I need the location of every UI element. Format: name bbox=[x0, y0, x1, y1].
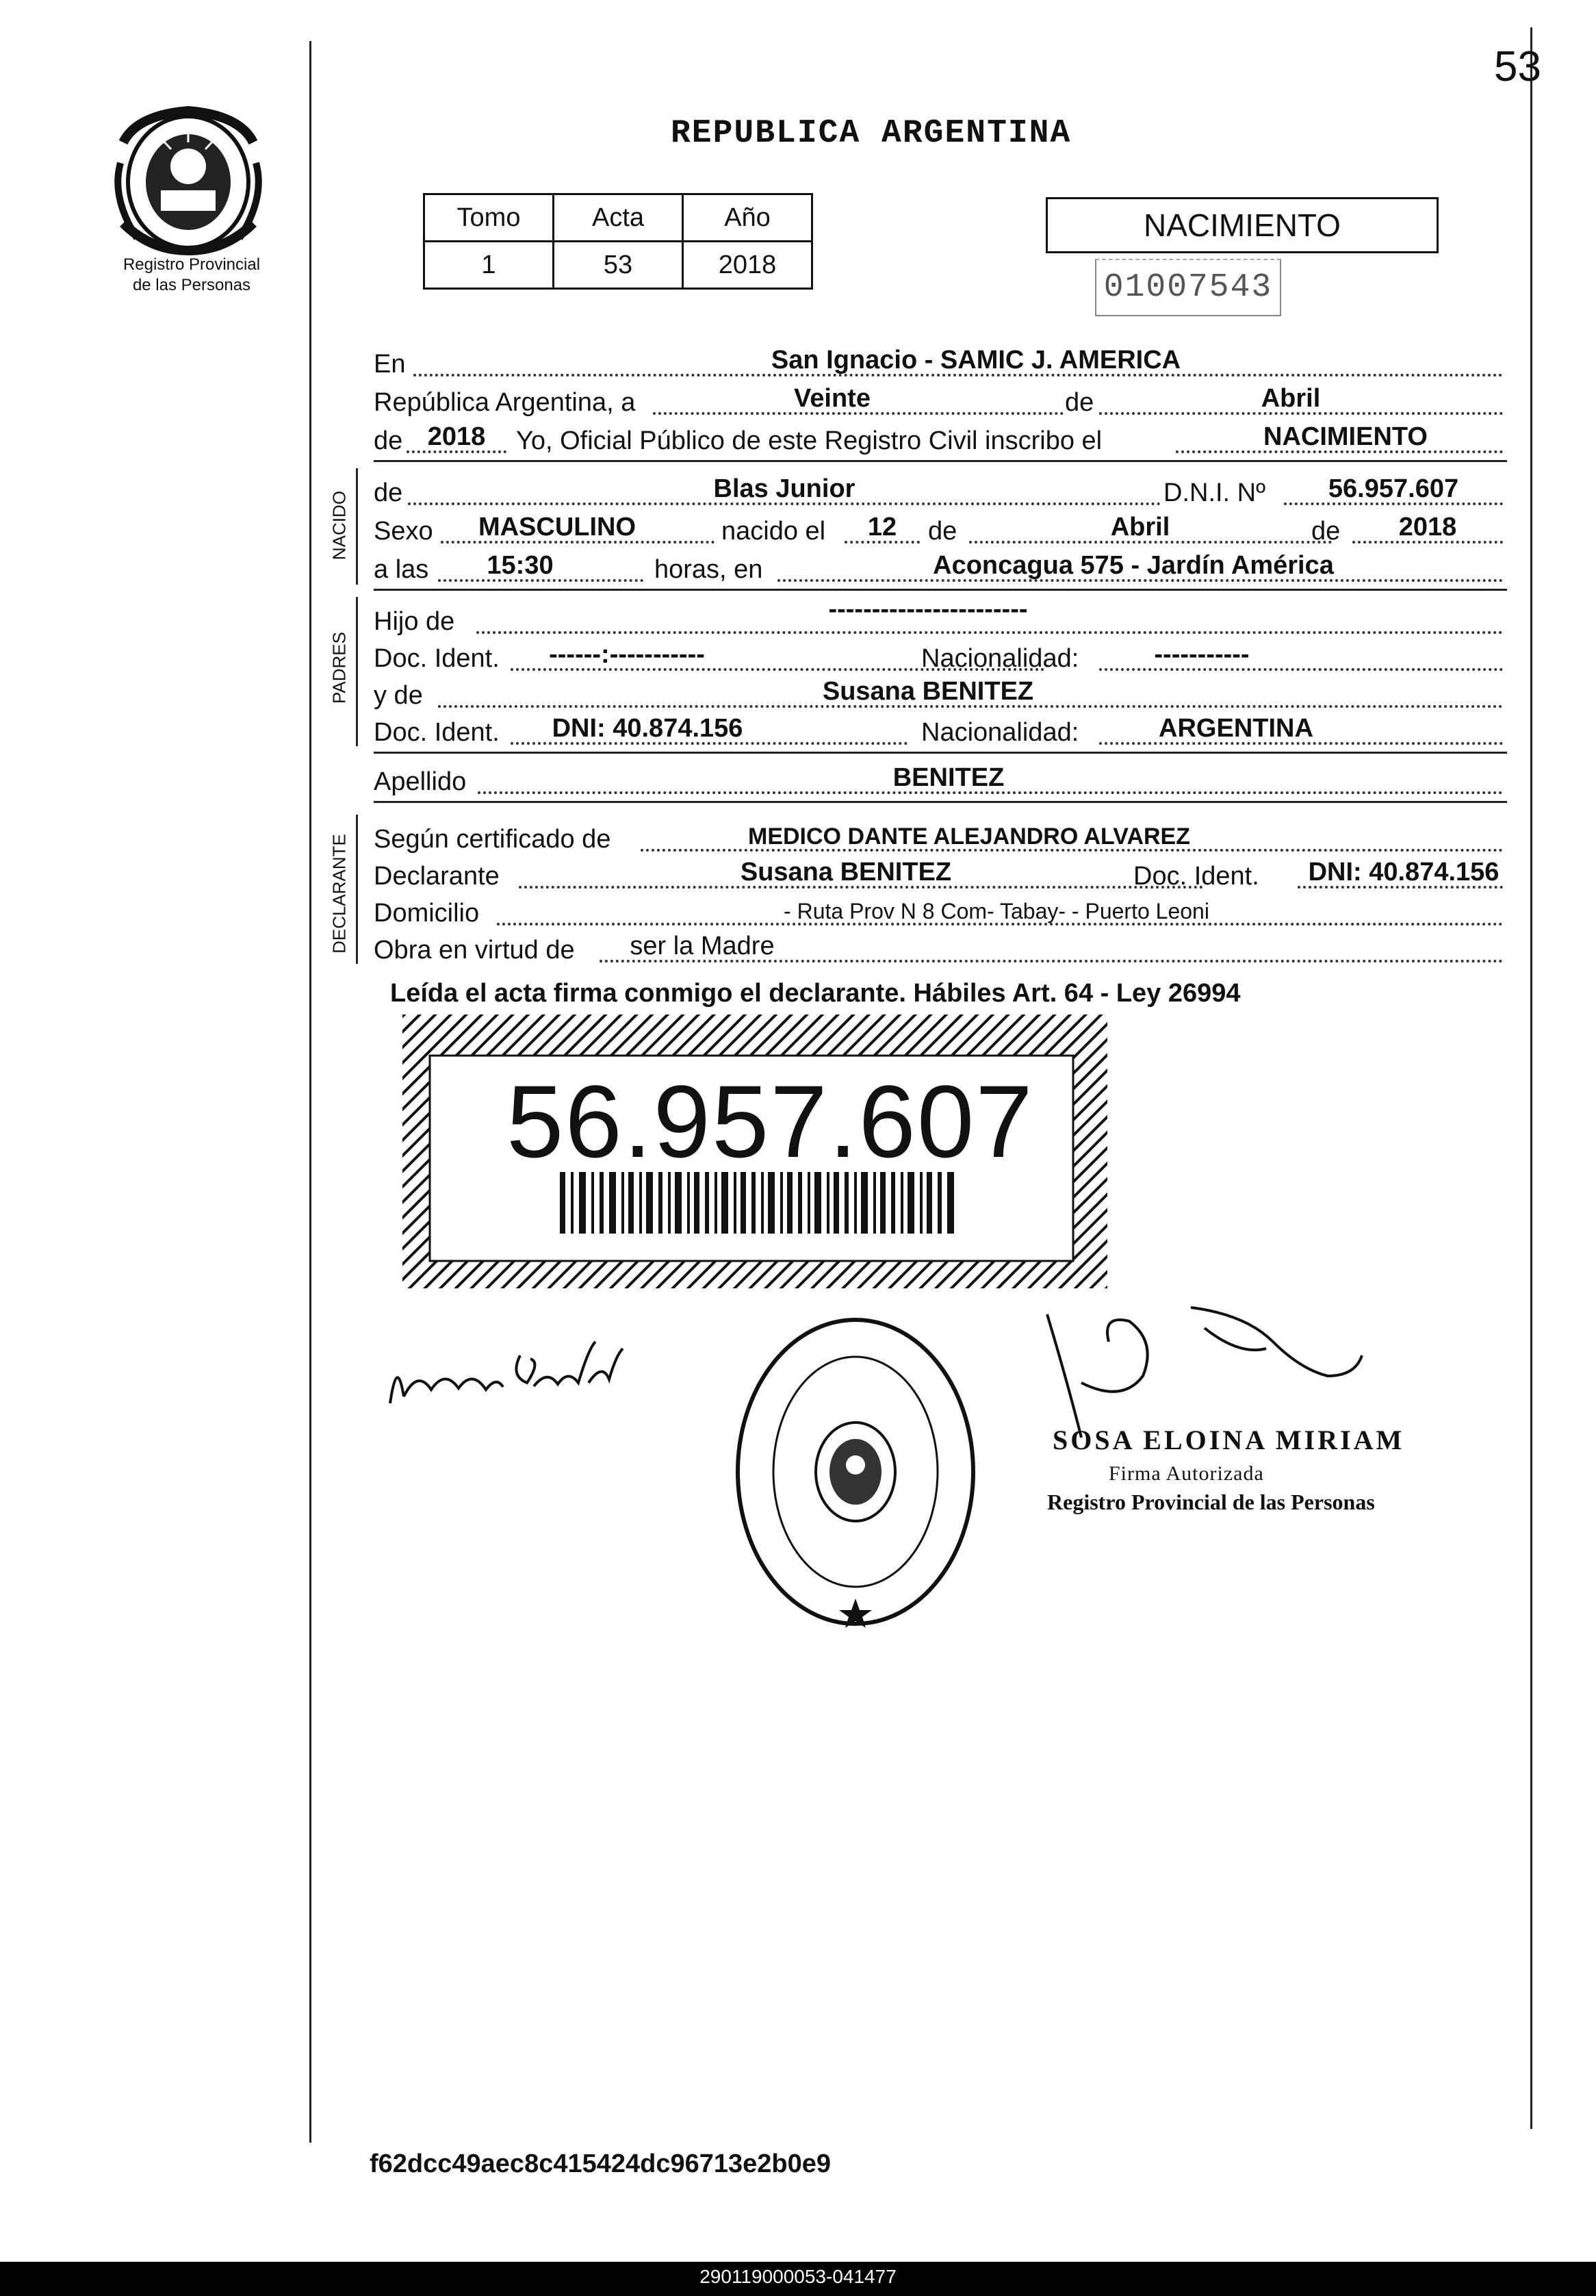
horas-en-label: horas, en bbox=[654, 555, 763, 584]
row-hijo-de bbox=[374, 595, 1503, 638]
anio-value: 2018 bbox=[683, 242, 812, 289]
authorized-name: SOSA ELOINA MIRIAM bbox=[1053, 1425, 1405, 1455]
madre-doc-label: Doc. Ident. bbox=[374, 718, 500, 747]
republica-label: República Argentina, a bbox=[374, 388, 636, 417]
row-madre-doc bbox=[374, 712, 1503, 749]
domicilio-value: - Ruta Prov N 8 Com- Tabay- - Puerto Leoni bbox=[784, 899, 1209, 923]
padre-nac-label: Nacionalidad: bbox=[921, 644, 1079, 673]
nombre-value: Blas Junior bbox=[713, 474, 855, 503]
lugar-value: Aconcagua 575 - Jardín América bbox=[933, 551, 1334, 580]
y-de-label: y de bbox=[374, 681, 423, 710]
row-declarante bbox=[374, 856, 1503, 893]
nacido-el-label: nacido el bbox=[721, 517, 826, 546]
row-padre-doc bbox=[374, 638, 1503, 675]
padres-bracket-line bbox=[356, 597, 358, 746]
row-sexo bbox=[374, 511, 1503, 548]
padres-side-label: PADRES bbox=[329, 632, 350, 704]
row-en bbox=[374, 344, 1503, 381]
madre-nac-value: ARGENTINA bbox=[1159, 714, 1313, 743]
row-domicilio bbox=[374, 893, 1503, 930]
dni-sticker-number: 56.957.607 bbox=[506, 1064, 1034, 1179]
serial-number-stamp: 01007543 bbox=[1095, 259, 1281, 316]
sexo-label: Sexo bbox=[374, 517, 433, 546]
de4-label: de bbox=[928, 517, 957, 546]
document-hash: f62dcc49aec8c415424dc96713e2b0e9 bbox=[370, 2150, 832, 2178]
dia-value: Veinte bbox=[794, 384, 871, 413]
padre-nac-value: ----------- bbox=[1154, 640, 1250, 669]
sexo-value: MASCULINO bbox=[478, 513, 636, 541]
padre-doc-label: Doc. Ident. bbox=[374, 644, 500, 673]
row-nombre bbox=[374, 472, 1503, 509]
row-hora bbox=[374, 549, 1503, 586]
de1-label: de bbox=[1065, 388, 1094, 417]
en-label: En bbox=[374, 350, 406, 379]
de5-label: de bbox=[1311, 517, 1341, 546]
section-divider-4 bbox=[374, 801, 1507, 803]
madre-value: Susana BENITEZ bbox=[822, 677, 1034, 706]
row-republica bbox=[374, 382, 1503, 419]
tomo-header: Tomo bbox=[424, 194, 554, 242]
row-oficial bbox=[374, 420, 1503, 457]
declarante-bracket-line bbox=[356, 815, 358, 964]
authorized-role: Firma Autorizada bbox=[1109, 1462, 1264, 1485]
registry-caption bbox=[82, 255, 301, 296]
anio-value-text: 2018 bbox=[427, 422, 486, 451]
de3-label: de bbox=[374, 479, 403, 507]
row-segun bbox=[374, 819, 1503, 856]
province-coat-of-arms-logo bbox=[110, 101, 267, 255]
apellido-label: Apellido bbox=[374, 767, 467, 796]
en-value: San Ignacio - SAMIC J. AMERICA bbox=[771, 346, 1181, 374]
hora-value: 15:30 bbox=[487, 551, 554, 580]
mes-value: Abril bbox=[1261, 384, 1321, 413]
madre-doc-value: DNI: 40.874.156 bbox=[552, 714, 743, 743]
obra-label: Obra en virtud de bbox=[374, 936, 575, 965]
certificado-value: MEDICO DANTE ALEJANDRO ALVAREZ bbox=[748, 824, 1190, 850]
obra-value: ser la Madre bbox=[630, 932, 775, 960]
madre-nac-label: Nacionalidad: bbox=[921, 718, 1079, 747]
declarante-label: Declarante bbox=[374, 862, 500, 891]
nac-anio-value: 2018 bbox=[1398, 513, 1457, 541]
section-divider-2 bbox=[374, 589, 1507, 591]
acta-value: 53 bbox=[554, 242, 683, 289]
leida-text: Leída el acta firma conmigo el declarante. Hábiles Art. 64 - Ley 26994 bbox=[390, 979, 1241, 1008]
tomo-acta-anio-table bbox=[423, 193, 813, 290]
row-obra bbox=[374, 930, 1503, 967]
right-border-line bbox=[1530, 27, 1532, 2129]
nacido-bracket-line bbox=[356, 468, 358, 585]
padre-value: ----------------------- bbox=[828, 595, 1028, 624]
nac-mes-value: Abril bbox=[1110, 513, 1170, 541]
segun-label: Según certificado de bbox=[374, 825, 611, 854]
acta-header: Acta bbox=[554, 194, 683, 242]
record-type-box: NACIMIENTO bbox=[1046, 197, 1439, 253]
official-seal-stamp bbox=[732, 1314, 979, 1629]
apellido-value: BENITEZ bbox=[892, 763, 1005, 792]
registry-line2: de las Personas bbox=[132, 276, 251, 294]
de2-label: de bbox=[374, 426, 403, 455]
page-number: 53 bbox=[1494, 43, 1541, 90]
decl-doc-value: DNI: 40.874.156 bbox=[1308, 858, 1500, 886]
dni-value: 56.957.607 bbox=[1328, 474, 1459, 503]
declarante-signature bbox=[383, 1328, 630, 1417]
tipo-value: NACIMIENTO bbox=[1263, 422, 1428, 451]
oficial-text: Yo, Oficial Público de este Registro Civil inscribo el bbox=[516, 426, 1103, 455]
a-las-label: a las bbox=[374, 555, 429, 584]
row-apellido bbox=[374, 761, 1503, 798]
footer-code: 290119000053-041477 bbox=[699, 2266, 897, 2287]
section-divider-1 bbox=[374, 460, 1507, 462]
tomo-value: 1 bbox=[424, 242, 554, 289]
declarante-side-label: DECLARANTE bbox=[329, 834, 350, 954]
row-y-de bbox=[374, 675, 1503, 712]
dni-label: D.N.I. Nº bbox=[1163, 479, 1265, 507]
hijo-de-label: Hijo de bbox=[374, 607, 455, 636]
document-title: REPUBLICA ARGENTINA bbox=[671, 115, 1072, 152]
nacido-side-label: NACIDO bbox=[329, 490, 350, 561]
domicilio-label: Domicilio bbox=[374, 899, 480, 928]
authorized-office: Registro Provincial de las Personas bbox=[1047, 1490, 1375, 1514]
decl-doc-label: Doc. Ident. bbox=[1133, 862, 1259, 891]
registry-line1: Registro Provincial bbox=[123, 255, 261, 274]
padre-doc-value: ------:----------- bbox=[549, 640, 705, 669]
anio-header: Año bbox=[683, 194, 812, 242]
section-divider-3 bbox=[374, 752, 1507, 754]
declarante-value: Susana BENITEZ bbox=[740, 858, 952, 886]
left-border-line bbox=[309, 41, 311, 2143]
nac-dia-value: 12 bbox=[867, 513, 897, 541]
